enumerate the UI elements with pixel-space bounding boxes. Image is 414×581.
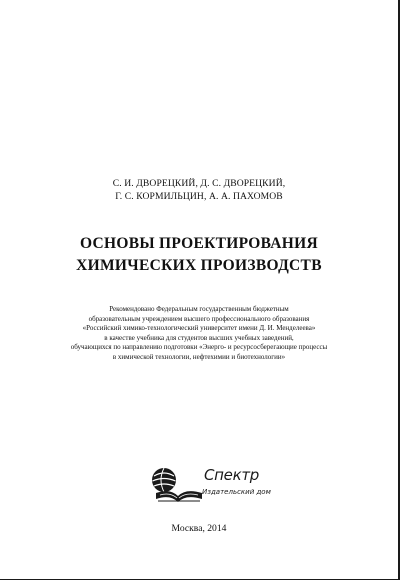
- book-title-line-2: ХИМИЧЕСКИХ ПРОИЗВОДСТВ: [76, 257, 322, 274]
- authors-line-1: С. И. ДВОРЕЦКИЙ, Д. С. ДВОРЕЦКИЙ,: [112, 178, 286, 189]
- recommendation-text: [0, 305, 398, 363]
- recommendation-line: образовательным учреждением высшего профессионального образования: [88, 314, 310, 323]
- recommendation-line: обучающихся по направлению подготовки «Энерго- и ресурсосберегающие процессы: [70, 343, 328, 352]
- authors-line-2: Г. С. КОРМИЛЬЦИН, А. А. ПАХОМОВ: [115, 191, 283, 202]
- publisher-subtitle: Издательский дом: [202, 488, 271, 496]
- publisher-logo: [148, 466, 271, 506]
- book-title-line-1: ОСНОВЫ ПРОЕКТИРОВАНИЯ: [79, 235, 319, 252]
- authors-block: [0, 177, 398, 203]
- recommendation-line: в качестве учебника для студентов высших учебных заведений,: [104, 333, 294, 342]
- globe-book-logo-icon: [148, 466, 204, 506]
- imprint-city-year: Москва, 2014: [171, 523, 227, 534]
- recommendation-line: в химической технологии, нефтехимии и биотехнологии»: [112, 352, 286, 361]
- publisher-name: Спектр: [204, 466, 260, 484]
- viewer-margin: [400, 0, 414, 581]
- recommendation-line: «Российский химико-технологический университет имени Д. И. Менделеева»: [82, 324, 316, 333]
- recommendation-line: Рекомендовано Федеральным государственным бюджетным: [109, 305, 289, 313]
- book-title: [0, 233, 398, 277]
